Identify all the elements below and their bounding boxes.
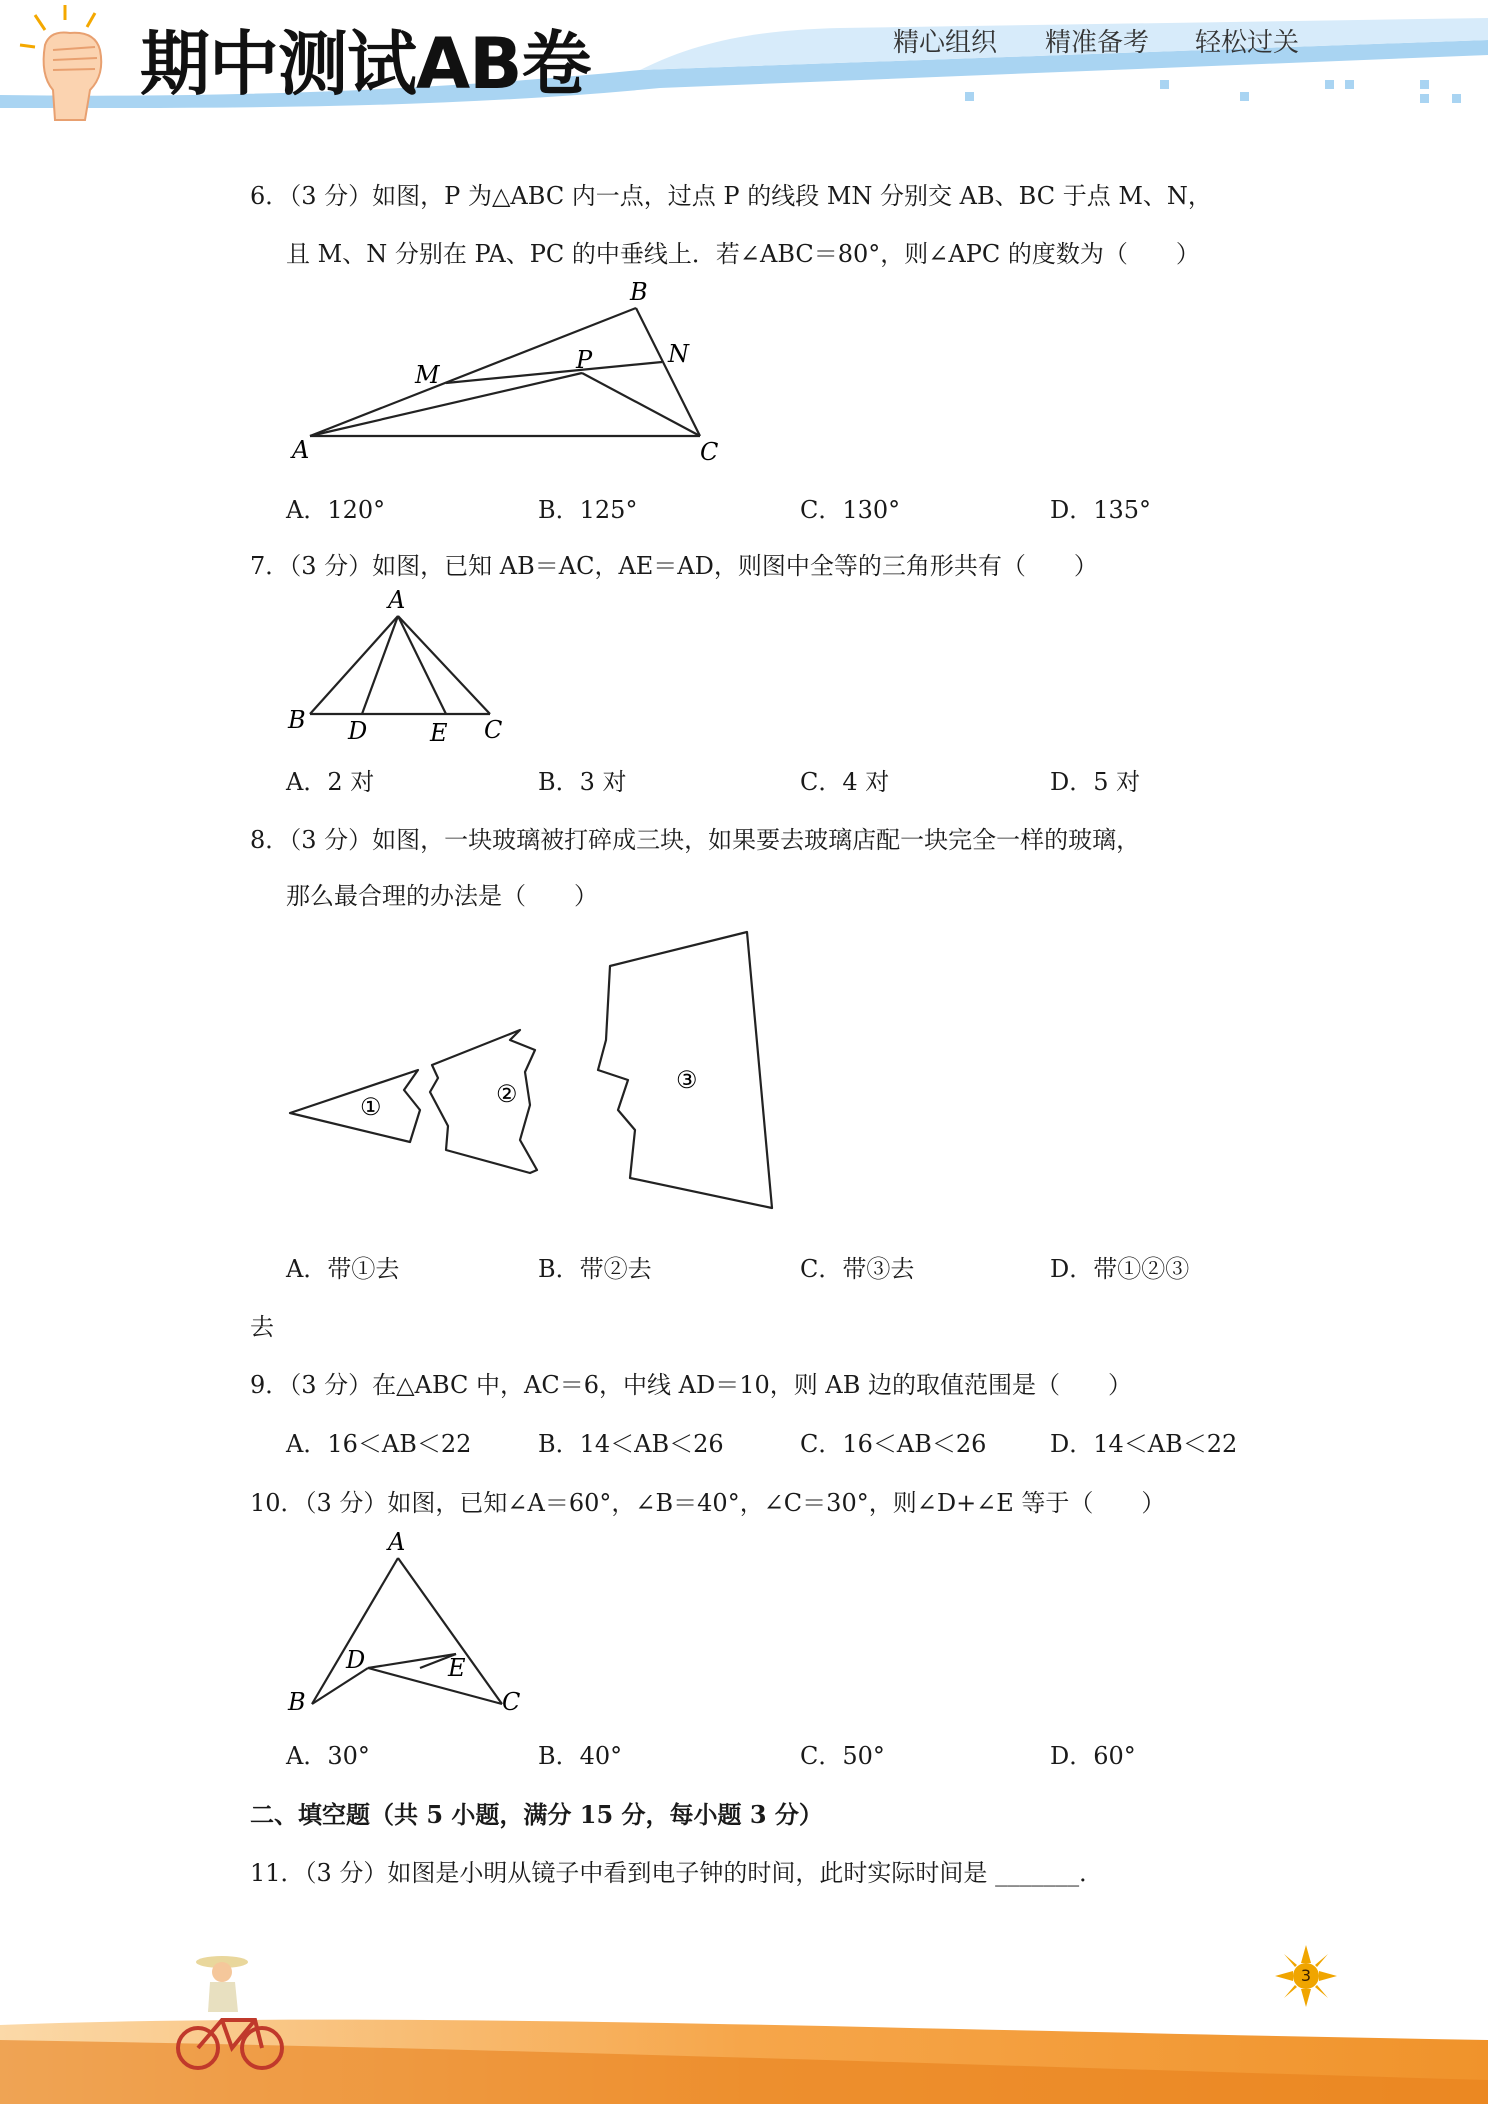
cyclist-icon — [160, 1950, 300, 2070]
header-title: 期中测试AB卷 — [140, 23, 591, 105]
q8-option-d-wrap: 去 — [250, 1313, 274, 1341]
question-9-line1: 9．（3 分）在△ABC 中，AC＝6，中线 AD＝10，则 AB 边的取值范围是（ ） — [250, 1371, 1132, 1399]
q7-option-b: B．3 对 — [538, 768, 627, 796]
q7-label-A: A — [388, 586, 406, 614]
question-10-line1: 10．（3 分）如图，已知∠A＝60°，∠B＝40°，∠C＝30°，则∠D+∠E 等于（ ） — [250, 1489, 1166, 1517]
question-7-line1: 7．（3 分）如图，已知 AB＝AC，AE＝AD，则图中全等的三角形共有（ ） — [250, 552, 1098, 580]
q9-option-b: B．14＜AB＜26 — [538, 1430, 724, 1458]
q10-label-D: D — [346, 1646, 366, 1674]
q6-label-M: M — [415, 361, 440, 389]
question-6-figure — [280, 280, 740, 470]
q8-option-c: C．带③去 — [800, 1255, 915, 1283]
q7-option-c: C．4 对 — [800, 768, 890, 796]
question-11-line1: 11．（3 分）如图是小明从镜子中看到电子钟的时间，此时实际时间是 _______． — [250, 1859, 1104, 1887]
question-7-figure — [280, 586, 520, 746]
question-8-line1: 8．（3 分）如图，一块玻璃被打碎成三块，如果要去玻璃店配一块完全一样的玻璃， — [250, 826, 1141, 854]
q10-option-a: A．30° — [286, 1742, 370, 1770]
q10-label-B: B — [288, 1688, 306, 1716]
slogan-3: 轻松过关 — [1195, 28, 1300, 58]
q6-label-B: B — [630, 280, 648, 306]
glass-piece-1-label: ① — [360, 1093, 382, 1121]
q10-label-C: C — [502, 1688, 521, 1716]
q10-option-b: B．40° — [538, 1742, 623, 1770]
slogan-2: 精准备考 — [1045, 28, 1150, 58]
q7-label-B: B — [288, 706, 306, 734]
q10-option-c: C．50° — [800, 1742, 885, 1770]
question-6-line1: 6．（3 分）如图，P 为△ABC 内一点，过点 P 的线段 MN 分别交 AB、BC 于点 M、N， — [250, 182, 1212, 210]
question-6-line2: 且 M、N 分别在 PA、PC 的中垂线上．若∠ABC＝80°，则∠APC 的度数为（ ） — [286, 240, 1200, 268]
q6-option-a: A．120° — [286, 496, 386, 524]
glass-piece-3-label: ③ — [676, 1066, 698, 1094]
q9-option-a: A．16＜AB＜22 — [286, 1430, 472, 1458]
q8-option-d: D．带①②③ — [1050, 1255, 1190, 1283]
q10-label-E: E — [448, 1654, 466, 1682]
q7-label-D: D — [348, 717, 368, 745]
question-8-figure — [280, 930, 800, 1220]
glass-piece-2-label: ② — [496, 1080, 518, 1108]
q9-option-c: C．16＜AB＜26 — [800, 1430, 987, 1458]
slogan-1: 精心组织 — [893, 28, 998, 58]
q6-option-d: D．135° — [1050, 496, 1152, 524]
question-10-figure — [280, 1528, 540, 1718]
q6-option-c: C．130° — [800, 496, 901, 524]
q10-option-d: D．60° — [1050, 1742, 1136, 1770]
page-number: 3 — [1293, 1963, 1319, 1989]
q7-option-d: D．5 对 — [1050, 768, 1141, 796]
q7-label-E: E — [430, 719, 448, 746]
q6-label-N: N — [668, 340, 689, 368]
q6-label-P: P — [576, 346, 593, 374]
q8-option-a: A．带①去 — [286, 1255, 400, 1283]
q7-option-a: A．2 对 — [286, 768, 375, 796]
q7-label-C: C — [484, 716, 503, 744]
section-2-heading: 二、填空题（共 5 小题，满分 15 分，每小题 3 分） — [250, 1800, 823, 1829]
q6-option-b: B．125° — [538, 496, 638, 524]
q6-label-A: A — [292, 436, 310, 464]
fist-icon — [15, 5, 125, 125]
question-8-line2: 那么最合理的办法是（ ） — [286, 882, 598, 910]
q9-option-d: D．14＜AB＜22 — [1050, 1430, 1238, 1458]
q10-label-A: A — [388, 1528, 406, 1556]
q8-option-b: B．带②去 — [538, 1255, 652, 1283]
q6-label-C: C — [700, 438, 719, 466]
